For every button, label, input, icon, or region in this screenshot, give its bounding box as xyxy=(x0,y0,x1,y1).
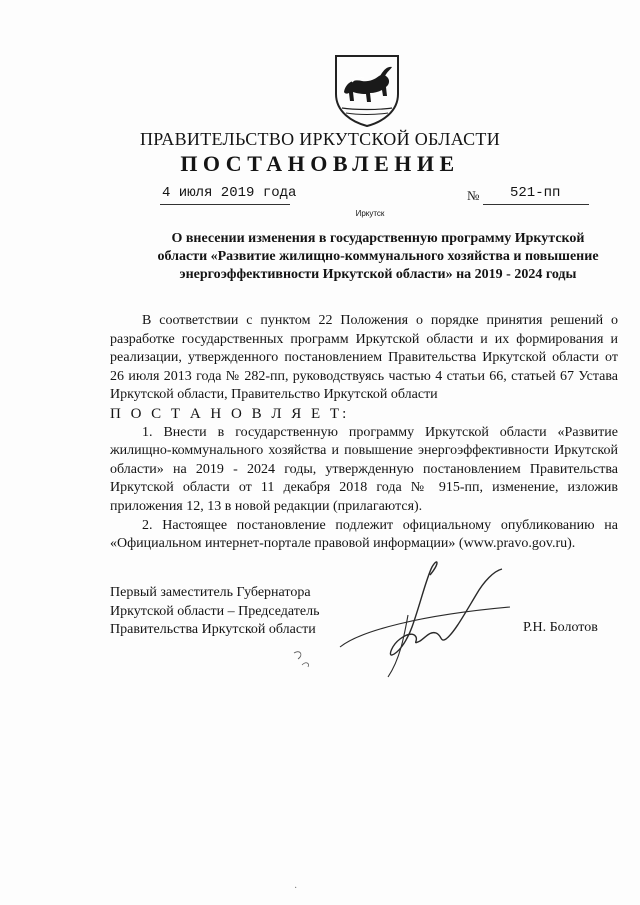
document-number: 521-пп xyxy=(510,185,561,201)
handwritten-signature xyxy=(280,555,520,680)
date-underline xyxy=(160,204,290,205)
document-body xyxy=(110,312,618,554)
page-mark: · xyxy=(294,883,298,894)
position-line: Первый заместитель Губернатора xyxy=(110,585,311,600)
item-1-paragraph: 1. Внести в государственную программу Иркутской области «Развитие жилищно-коммунального хозяйства и повышение энергоэффективности Иркутской области» на 2019 - 2024 годы, утвержденную постановлением Правительства Иркутской области от 11 декабря 2018 года № 915-пп, изменение, изложив приложения 12, 13 в новой редакции (прилагаются). xyxy=(110,424,618,514)
position-line: Правительства Иркутской области xyxy=(110,622,316,638)
coat-of-arms-icon xyxy=(330,52,404,128)
number-sign: № xyxy=(467,188,480,203)
document-type: ПОСТАНОВЛЕНИЕ xyxy=(180,151,460,176)
number-underline xyxy=(483,204,589,205)
document-date: 4 июля 2019 года xyxy=(162,185,297,201)
document-title xyxy=(138,230,618,284)
signatory-name: Р.Н. Болотов xyxy=(523,620,598,635)
title-line: энергоэффективности Иркутской области» на 2019 - 2024 годы xyxy=(179,267,577,282)
city-label: Иркутск xyxy=(355,209,385,218)
title-line: О внесении изменения в государственную программу Иркутской xyxy=(171,231,585,246)
position-line: Иркутской области – Председатель xyxy=(110,603,320,619)
item-2-paragraph: 2. Настоящее постановление подлежит официальному опубликованию на «Официальном интернет-портале правовой информации» (www.pravo.gov.ru). xyxy=(110,517,618,552)
government-name: ПРАВИТЕЛЬСТВО ИРКУТСКОЙ ОБЛАСТИ xyxy=(139,129,501,149)
preamble-paragraph: В соответствии с пунктом 22 Положения о порядке принятия решений о разработке государственных программ Иркутской области и их формирования и реализации, утвержденного постановлением Правительства Иркутской области от 26 июля 2013 года № 282-пп, руководствуясь частью 4 статьи 66, статьей 67 Устава Иркутской области, Правительство Иркутской области xyxy=(110,313,618,403)
title-line: области «Развитие жилищно-коммунального хозяйства и повышение xyxy=(157,249,599,264)
resolves-heading: П О С Т А Н О В Л Я Е Т: xyxy=(110,405,350,422)
